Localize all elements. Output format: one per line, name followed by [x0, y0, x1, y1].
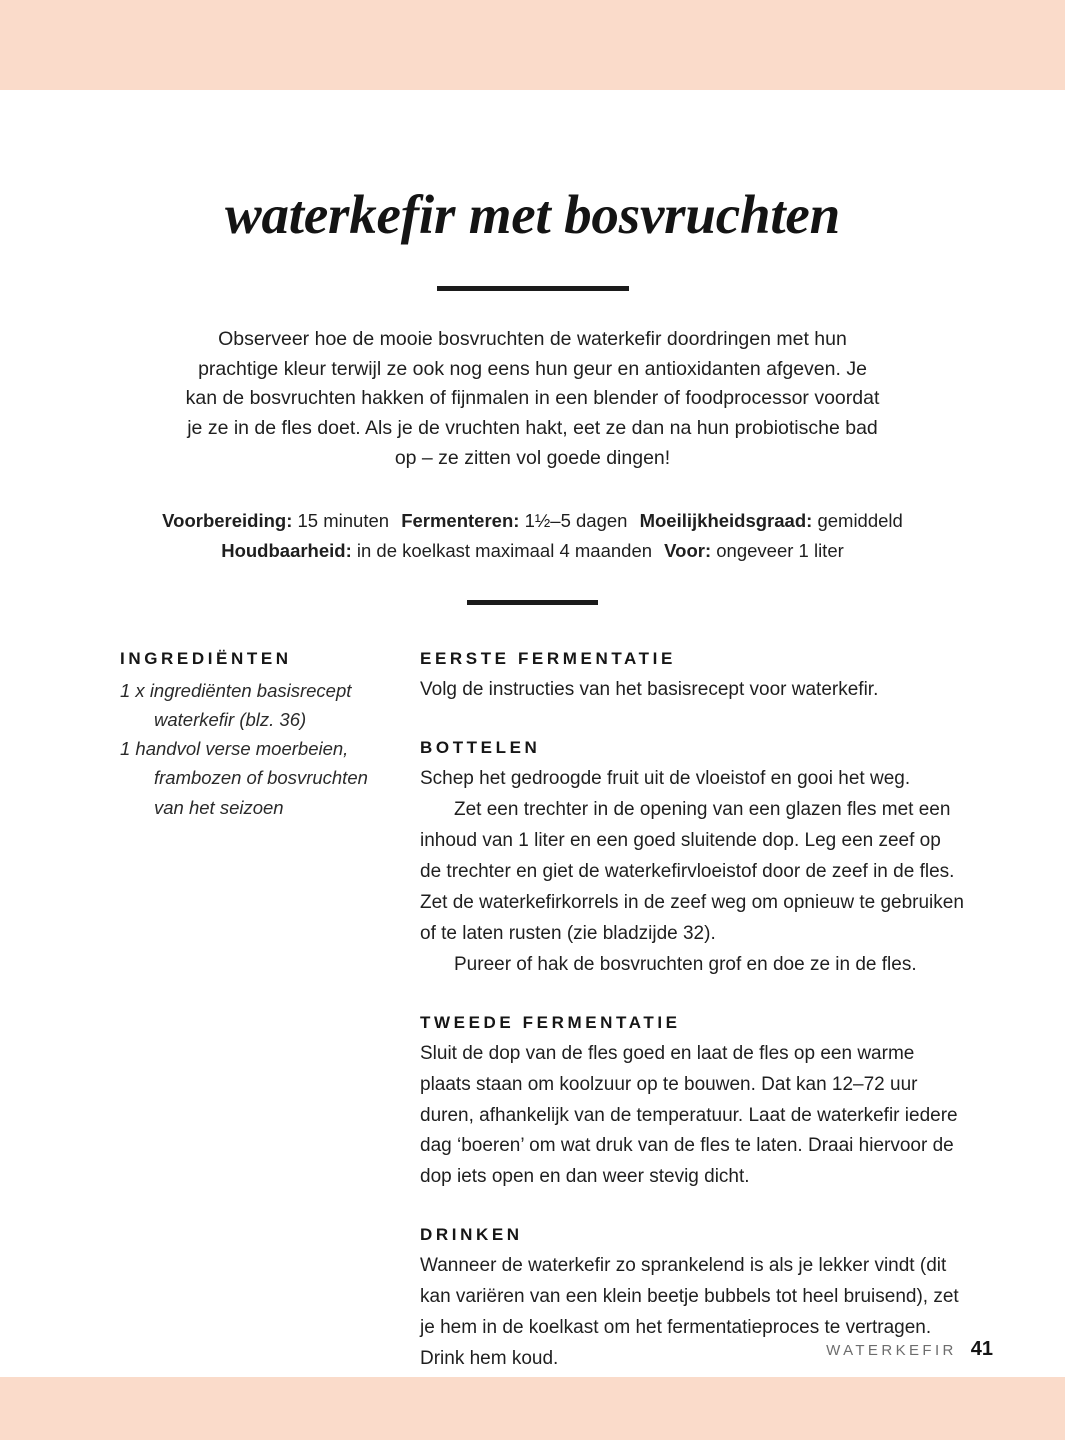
instruction-section-bottelen: [420, 738, 965, 981]
instruction-section-tweede-fermentatie: [420, 1013, 965, 1194]
paragraph: Volg de instructies van het basisrecept voor waterkefir.: [420, 678, 879, 700]
paragraph: Wanneer de waterkefir zo sprankelend is als je lekker vindt (dit kan variëren van een klein beetje bubbels tot heel bruisend), zet je hem in de koelkast om het fermentatieproces te vertragen. Drink hem koud.: [420, 1255, 959, 1370]
list-item: 1 handvol verse moerbeien, frambozen of bosvruchten van het seizoen: [120, 738, 368, 818]
meta-item: [162, 510, 389, 531]
recipe-body-columns: [0, 649, 1065, 1375]
ingredients-list: [120, 676, 392, 822]
section-heading-bottelen: BOTTELEN: [420, 737, 541, 757]
top-decorative-band: [0, 0, 1065, 90]
meta-value: in de koelkast maximaal 4 maanden: [356, 539, 653, 561]
meta-item: [401, 510, 627, 531]
meta-label: Voor:: [664, 539, 712, 561]
meta-label: Houdbaarheid:: [221, 539, 352, 561]
meta-value: ongeveer 1 liter: [716, 539, 844, 561]
title-divider-rule: [437, 286, 629, 291]
page-title: waterkefir met bosvruchten: [224, 184, 841, 245]
meta-divider-rule: [467, 600, 598, 605]
paragraph: Zet een trechter in de opening van een glazen fles met een inhoud van 1 liter en een goed sluitende dop. Leg een zeef op de trechter en giet de waterkefirvloeistof door de zeef in de fles. Zet de waterkefirkorrels in de zeef weg om opnieuw te gebruiken of te laten rusten (zie bladzijde 32).: [420, 798, 964, 944]
paragraph: Sluit de dop van de fles goed en laat de fles op een warme plaats staan om koolzuur op te bouwen. Dat kan 12–72 uur duren, afhankelijk van de temperatuur. Laat de waterkefir iedere dag ‘boeren’ om wat druk van de fles te laten. Draai hiervoor de dop iets open en dan weer stevig dicht.: [420, 1042, 958, 1188]
recipe-intro-paragraph: Observeer hoe de mooie bosvruchten de waterkefir doordringen met hun prachtige kleur terwijl ze ook nog eens hun geur en antioxidanten afgeven. Je kan de bosvruchten hakken of fijnmalen in een blender of foodprocessor voordat je ze in de fles doet. Als je de vruchten hakt, eet ze dan na hun probiotische bad op – ze zitten vol goede dingen!: [185, 327, 880, 470]
ingredients-column: [120, 649, 420, 822]
meta-item: [221, 540, 652, 561]
instructions-column: [420, 649, 965, 1375]
footer-page-number: 41: [970, 1338, 993, 1360]
recipe-meta-line-2: [143, 536, 923, 566]
page-footer: [826, 1338, 993, 1361]
paragraph: Schep het gedroogde fruit uit de vloeistof en gooi het weg.: [420, 767, 911, 789]
meta-label: Voorbereiding:: [162, 509, 293, 531]
footer-chapter-label: WATERKEFIR: [826, 1342, 957, 1359]
meta-label: Moeilijkheidsgraad:: [639, 509, 813, 531]
paragraph: Pureer of hak de bosvruchten grof en doe ze in de fles.: [454, 953, 917, 975]
instruction-section-eerste-fermentatie: [420, 649, 965, 706]
recipe-meta-line-1: [143, 506, 923, 536]
recipe-page: [0, 90, 1065, 1377]
ingredients-heading: INGREDIËNTEN: [120, 648, 292, 668]
meta-item: [664, 540, 844, 561]
meta-item: [640, 510, 903, 531]
bottom-decorative-band: [0, 1377, 1065, 1440]
recipe-meta-block: [143, 506, 923, 566]
section-heading-tweede-fermentatie: TWEEDE FERMENTATIE: [420, 1012, 681, 1032]
meta-value: gemiddeld: [817, 509, 903, 531]
meta-value: 1½–5 dagen: [524, 509, 628, 531]
meta-value: 15 minuten: [297, 509, 390, 531]
meta-label: Fermenteren:: [401, 509, 520, 531]
section-heading-drinken: DRINKEN: [420, 1225, 523, 1245]
section-heading-eerste-fermentatie: EERSTE FERMENTATIE: [420, 648, 676, 668]
list-item: 1 x ingrediënten basisrecept waterkefir (blz. 36): [120, 679, 352, 731]
